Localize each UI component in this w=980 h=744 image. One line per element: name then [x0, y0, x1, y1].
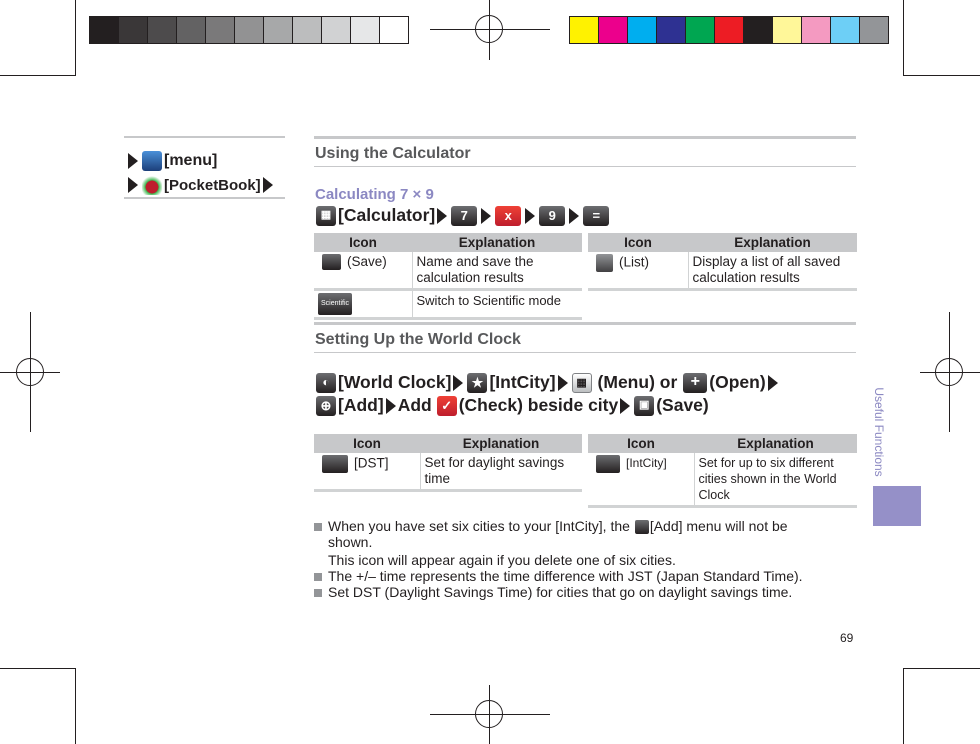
registration-target [475, 15, 503, 43]
calculator-icon-table-right [588, 233, 857, 291]
calculator-app-icon: ▦ [316, 206, 336, 226]
menu-icon [142, 151, 162, 171]
breadcrumb-bottom-rule [124, 197, 285, 199]
calibration-swatch [714, 16, 744, 44]
world-clock-steps-line-1 [314, 372, 780, 393]
note-text: The +/– time represents the time difference with JST (Japan Standard Time). [328, 568, 803, 585]
icon-cell [314, 290, 412, 319]
section-rule [314, 322, 856, 325]
world-clock-icon-table-left [314, 434, 582, 492]
table-header-icon: Icon [314, 233, 412, 252]
world-clock-app-icon: ◐ [316, 373, 336, 393]
note-text: When you have set six cities to your [IntCity], the [328, 518, 630, 534]
side-index-tab [873, 486, 921, 526]
calibration-swatch [176, 16, 206, 44]
arrow-icon [620, 398, 630, 414]
calibration-swatch [656, 16, 686, 44]
key-equals-icon: = [583, 206, 609, 226]
menu-label: [menu] [164, 152, 218, 169]
calibration-swatch [350, 16, 380, 44]
calibration-swatch [234, 16, 264, 44]
registration-target [935, 358, 963, 386]
calibration-swatch [89, 16, 119, 44]
table-row [314, 453, 582, 491]
arrow-icon [386, 398, 396, 414]
calculator-section-title: Using the Calculator [315, 145, 471, 162]
explanation-cell: Set for up to six different cities shown in the World Clock [694, 453, 857, 507]
icon-cell [314, 453, 420, 491]
calibration-swatch [772, 16, 802, 44]
section-title-underline [314, 166, 856, 167]
arrow-icon [569, 208, 579, 224]
crop-mark [903, 0, 904, 76]
explanation-cell: Name and save the calculation results [412, 252, 582, 290]
calibration-swatch [859, 16, 889, 44]
breadcrumb-line-1 [126, 151, 217, 171]
add-icon [635, 520, 649, 534]
crop-mark [75, 0, 76, 76]
calibration-swatch [263, 16, 293, 44]
table-row [314, 252, 582, 290]
note-continuation: shown. [328, 534, 373, 551]
bullet-icon [314, 573, 322, 581]
menu-or-label: (Menu) or [597, 372, 678, 392]
icon-cell [314, 252, 412, 290]
calibration-swatch [830, 16, 860, 44]
arrow-icon [558, 375, 568, 391]
bullet-icon [314, 589, 322, 597]
dst-icon [322, 455, 348, 473]
table-header-icon: Icon [314, 434, 420, 453]
explanation-cell: Display a list of all saved calculation results [688, 252, 857, 290]
icon-cell [588, 453, 694, 507]
arrow-icon [128, 177, 138, 193]
crop-mark [903, 668, 904, 744]
calibration-swatch [801, 16, 831, 44]
star-icon [596, 455, 620, 473]
arrow-icon [437, 208, 447, 224]
check-icon: ✓ [437, 396, 457, 416]
calculator-subtitle: Calculating 7 × 9 [315, 186, 434, 203]
crop-mark [903, 75, 980, 76]
calibration-swatch [321, 16, 351, 44]
world-clock-icon-table-right [588, 434, 857, 508]
icon-cell [588, 252, 688, 290]
bullet-icon [314, 523, 322, 531]
add-icon: ⊕ [316, 396, 336, 416]
calculator-label: [Calculator] [338, 205, 436, 225]
save-icon: ▣ [634, 396, 654, 416]
icon-label: [DST] [354, 455, 389, 471]
calibration-swatch [569, 16, 599, 44]
crop-mark [75, 668, 76, 744]
world-clock-steps-line-2 [314, 395, 709, 416]
registration-target [16, 358, 44, 386]
notes-list [314, 518, 859, 600]
section-title-underline [314, 352, 856, 353]
crop-mark [903, 668, 980, 669]
table-header-explanation: Explanation [420, 434, 582, 453]
crop-mark [0, 75, 76, 76]
icon-label: (Save) [347, 254, 387, 269]
note-item [314, 584, 859, 600]
calibration-swatch [743, 16, 773, 44]
table-row [588, 453, 857, 507]
table-row [314, 290, 582, 319]
world-clock-label: [World Clock] [338, 372, 452, 392]
calculator-icon-table-left [314, 233, 582, 320]
scientific-mode-icon: Scientific [318, 293, 352, 315]
side-section-text: Useful Functions [872, 387, 886, 477]
table-header-explanation: Explanation [688, 233, 857, 252]
icon-label: (List) [619, 254, 649, 270]
intcity-label: [IntCity] [489, 372, 556, 392]
page-number: 69 [840, 631, 854, 645]
pocketbook-label: [PocketBook] [164, 176, 261, 194]
arrow-icon [128, 153, 138, 169]
calibration-swatch [379, 16, 409, 44]
calibration-swatch [147, 16, 177, 44]
note-item [314, 568, 859, 584]
note-text: [Add] menu will not be [649, 518, 788, 534]
arrow-icon [263, 177, 273, 193]
pocketbook-app-icon [142, 175, 162, 195]
table-header-icon: Icon [588, 434, 694, 453]
star-icon: ★ [467, 373, 487, 393]
calibration-swatch [205, 16, 235, 44]
add-label: [Add] [338, 395, 384, 415]
list-icon [596, 254, 613, 272]
note-text: Set DST (Daylight Savings Time) for cities that go on daylight savings time. [328, 584, 793, 601]
menu-key-icon: ▦ [572, 373, 592, 393]
arrow-icon [481, 208, 491, 224]
arrow-icon [768, 375, 778, 391]
calibration-swatch [627, 16, 657, 44]
calibration-swatch [685, 16, 715, 44]
plus-icon: + [683, 373, 707, 393]
open-label: (Open) [709, 372, 766, 392]
world-clock-section-title: Setting Up the World Clock [315, 331, 521, 348]
explanation-cell: Switch to Scientific mode [412, 290, 582, 319]
save-label: (Save) [656, 395, 709, 415]
key-9-icon: 9 [539, 206, 565, 226]
icon-label: [IntCity] [626, 456, 667, 471]
side-section-label [861, 384, 897, 480]
breadcrumb-line-2 [126, 175, 275, 195]
table-header-explanation: Explanation [694, 434, 857, 453]
crop-mark [0, 668, 76, 669]
save-icon [322, 254, 341, 270]
arrow-icon [525, 208, 535, 224]
table-row [588, 252, 857, 290]
calibration-swatch [292, 16, 322, 44]
note-continuation: This icon will appear again if you delete one of six cities. [328, 552, 676, 569]
arrow-icon [453, 375, 463, 391]
check-label: (Check) beside city [458, 395, 619, 415]
add-text: Add [397, 395, 432, 415]
calibration-swatch [118, 16, 148, 44]
calculator-steps [314, 205, 611, 226]
calibration-swatch [598, 16, 628, 44]
breadcrumb-top-rule [124, 136, 285, 138]
key-7-icon: 7 [451, 206, 477, 226]
explanation-cell: Set for daylight savings time [420, 453, 582, 491]
registration-target [475, 700, 503, 728]
section-rule [314, 136, 856, 139]
table-header-explanation: Explanation [412, 233, 582, 252]
key-multiply-icon: x [495, 206, 521, 226]
table-header-icon: Icon [588, 233, 688, 252]
note-item [314, 518, 859, 534]
